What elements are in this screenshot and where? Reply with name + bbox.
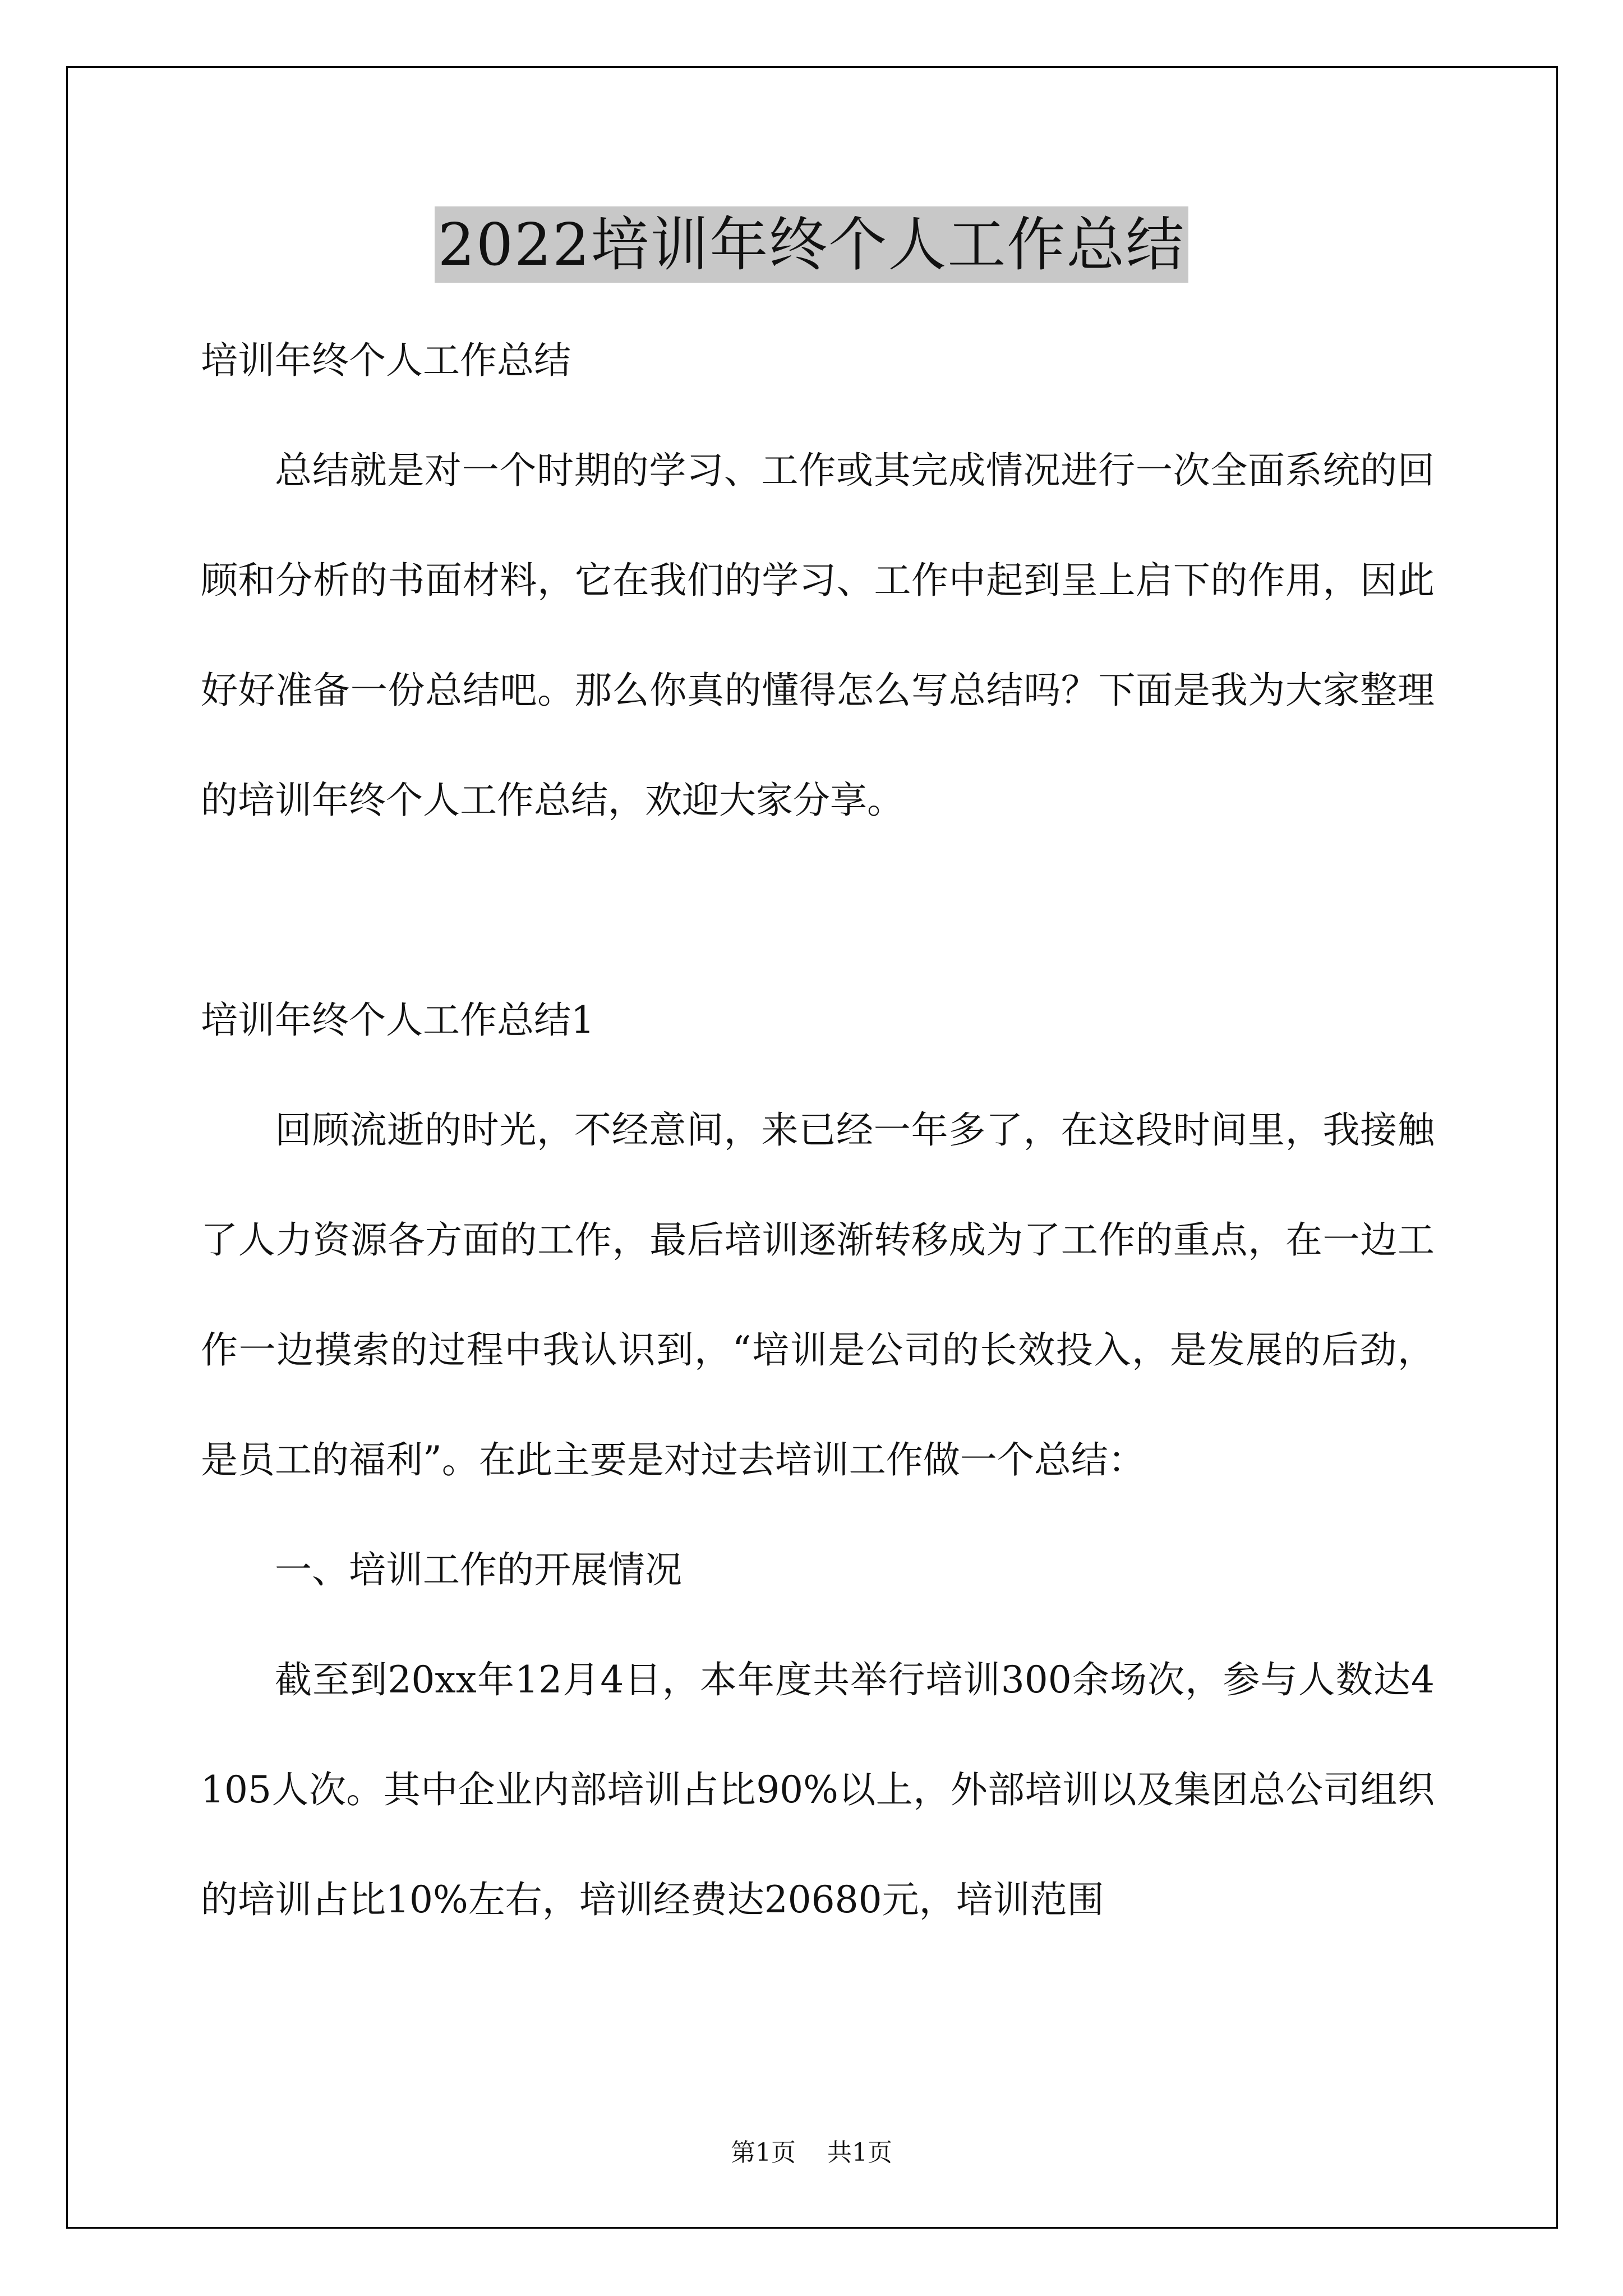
body-paragraph: 回顾流逝的时光，不经意间，来已经一年多了，在这段时间里，我接触了人力资源各方面的工作，最后培训逐渐转移成为了工作的重点，在一边工作一边摸索的过程中我认识到，“培训是公司的长效投入，是发展的后劲，是员工的福利”。在此主要是对过去培训工作做一个总结： — [201, 1108, 1435, 1481]
main-heading: 培训年终个人工作总结 — [201, 339, 571, 382]
section-heading: 培训年终个人工作总结1 — [201, 999, 594, 1042]
document-title: 2022培训年终个人工作总结 — [435, 206, 1189, 283]
page-footer: 第1页 共1页 — [731, 2138, 892, 2167]
subheading: 一、培训工作的开展情况 — [275, 1548, 682, 1591]
intro-paragraph: 总结就是对一个时期的学习、工作或其完成情况进行一次全面系统的回顾和分析的书面材料，它在我们的学习、工作中起到呈上启下的作用，因此好好准备一份总结吧。那么你真的懂得怎么写总结吗？下面是我为大家整理的培训年终个人工作总结，欢迎大家分享。 — [201, 449, 1435, 822]
title-wrapper — [0, 206, 1623, 283]
document-body — [201, 306, 1435, 1955]
section-spacer — [201, 855, 1435, 965]
body-paragraph: 截至到20xx年12月4日，本年度共举行培训300余场次，参与人数达4105人次。其中企业内部培训占比90%以上，外部培训以及集团总公司组织的培训占比10%左右，培训经费达20680元，培训范围 — [201, 1658, 1435, 1921]
